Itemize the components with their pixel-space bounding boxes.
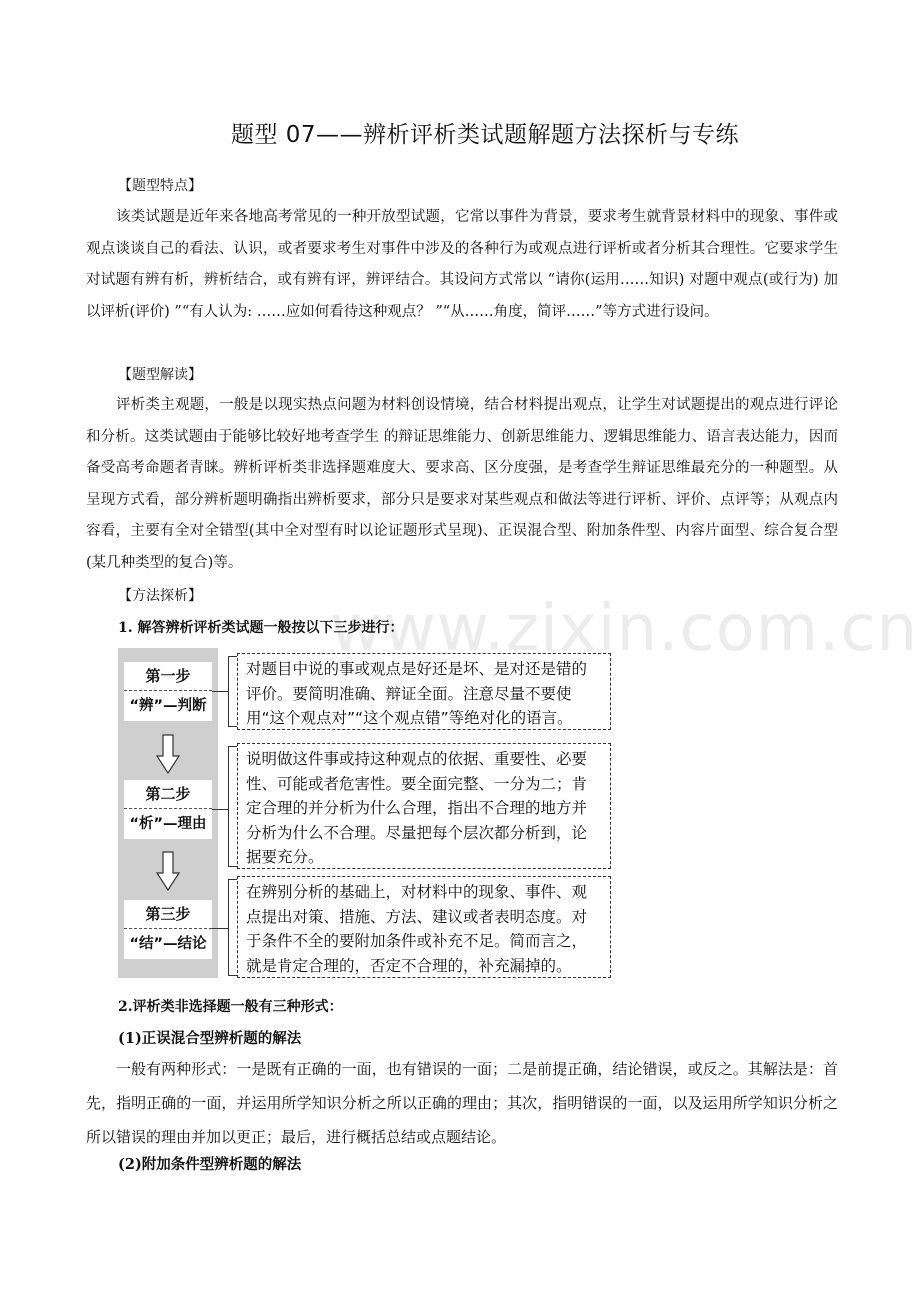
step-2	[124, 780, 212, 838]
bracket-2-bottom	[228, 866, 237, 867]
heading-method: 【方法探析】	[118, 588, 202, 604]
step-3-sub: “结”—结论	[124, 929, 212, 959]
page-title: 题型 07——辨析评析类试题解题方法探析与专练	[230, 122, 740, 148]
three-step-diagram	[118, 648, 618, 980]
step-1	[124, 662, 212, 720]
subsection-1-paragraph: 一般有两种形式：一是既有正确的一面，也有错误的一面；二是前提正确，结论错误，或反之。其解法是：首先，指明正确的一面，并运用所学知识分析之所以正确的理由；其次，指明错误的一面，以及运用所学知识分析之所以错误的理由并加以更正；最后，进行概括总结或点题结论。	[86, 1060, 838, 1146]
bracket-3-bottom	[228, 975, 237, 976]
down-arrow-icon	[156, 734, 180, 774]
heading-interpret: 【题型解读】	[118, 367, 202, 383]
connector-1	[212, 691, 228, 692]
bracket-2-top	[228, 746, 237, 747]
step-3-name: 第三步	[124, 900, 212, 929]
bracket-1-top	[228, 656, 237, 657]
bracket-3-top	[228, 879, 237, 880]
connector-2	[212, 809, 228, 810]
watermark: www.zixin.com.cn	[330, 592, 919, 666]
step-1-sub: “辨”—判断	[124, 691, 212, 721]
subsection-1-title: (1)正误混合型辨析题的解法	[118, 1030, 302, 1047]
step-1-name: 第一步	[124, 662, 212, 691]
subsection-2-title: (2)附加条件型辨析题的解法	[118, 1156, 302, 1173]
features-paragraph: 该类试题是近年来各地高考常见的一种开放型试题，它常以事件为背景，要求考生就背景材料中的现象、事件或观点谈谈自己的看法、认识，或者要求考生对事件中涉及的各种行为或观点进行评析或者分析其合理性。它要求学生对试题有辨有析，辨析结合，或有辨有评，辨评结合。其设问方式常以 “请你(运用……知识) 对题中观点(或行为) 加以评析(评价) ”“有人认为: ……应如何看待这种观点？ ”“从……角度，简评……”等方式进行设问。	[86, 209, 838, 320]
step-2-sub: “析”—理由	[124, 809, 212, 839]
connector-3	[212, 928, 228, 929]
down-arrow-icon	[156, 851, 180, 891]
method-item-1: 1. 解答辨析评析类试题一般按以下三步进行：	[118, 620, 404, 636]
bracket-1	[228, 656, 229, 726]
bracket-3	[228, 879, 229, 975]
heading-features: 【题型特点】	[118, 178, 202, 194]
method-item-2: 2.评析类非选择题一般有三种形式：	[118, 999, 343, 1015]
interpret-paragraph: 评析类主观题，一般是以现实热点问题为材料创设情境，结合材料提出观点，让学生对试题提出的观点进行评论和分析。这类试题由于能够比较好地考查学生 的辩证思维能力、创新思维能力、逻辑思维能力、语言表达能力，因而备受高考命题者青睐。辨析评析类非选择题难度大、要求高、区分度强，是考查学生辩证思维最充分的一种题型。从呈现方式看，部分辨析题明确指出辨析要求，部分只是要求对某些观点和做法等进行评析、评价、点评等；从观点内容看，主要有全对全错型(其中全对型有时以论证题形式呈现)、正误混合型、附加条件型、内容片面型、综合复合型(某几种类型的复合)等。	[86, 397, 838, 571]
bracket-2	[228, 746, 229, 866]
step-3	[124, 900, 212, 958]
step-2-name: 第二步	[124, 780, 212, 809]
step-1-description: 对题目中说的事或观点是好还是坏、是对还是错的评价。要简明准确、辩证全面。注意尽量不要使用“这个观点对”“这个观点错”等绝对化的语言。	[237, 653, 611, 730]
step-3-description: 在辨别分析的基础上，对材料中的现象、事件、观点提出对策、措施、方法、建议或者表明态度。对于条件不全的要附加条件或补充不足。简而言之，就是肯定合理的，否定不合理的，补充漏掉的。	[237, 876, 611, 978]
bracket-1-bottom	[228, 726, 237, 727]
step-2-description: 说明做这件事或持这种观点的依据、重要性、必要性、可能或者危害性。要全面完整、一分为二；肯定合理的并分析为什么合理，指出不合理的地方并分析为什么不合理。尽量把每个层次都分析到，论据要充分。	[237, 743, 611, 869]
